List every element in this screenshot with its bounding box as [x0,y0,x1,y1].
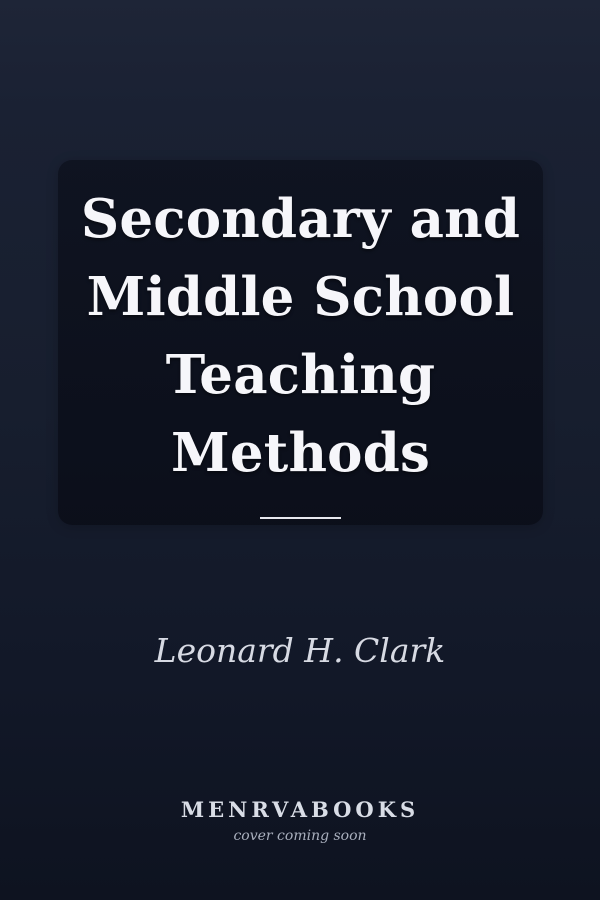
cover-status-note: cover coming soon [233,828,367,844]
publisher-name: MENRVABOOKS [180,797,420,822]
title-line: Middle School [86,266,515,328]
title-line: Secondary and [80,188,521,250]
title-line: Teaching [165,344,436,406]
book-title [58,180,543,492]
title-divider [260,517,341,519]
author-name: Leonard H. Clark [154,631,446,670]
title-line: Methods [170,422,431,484]
